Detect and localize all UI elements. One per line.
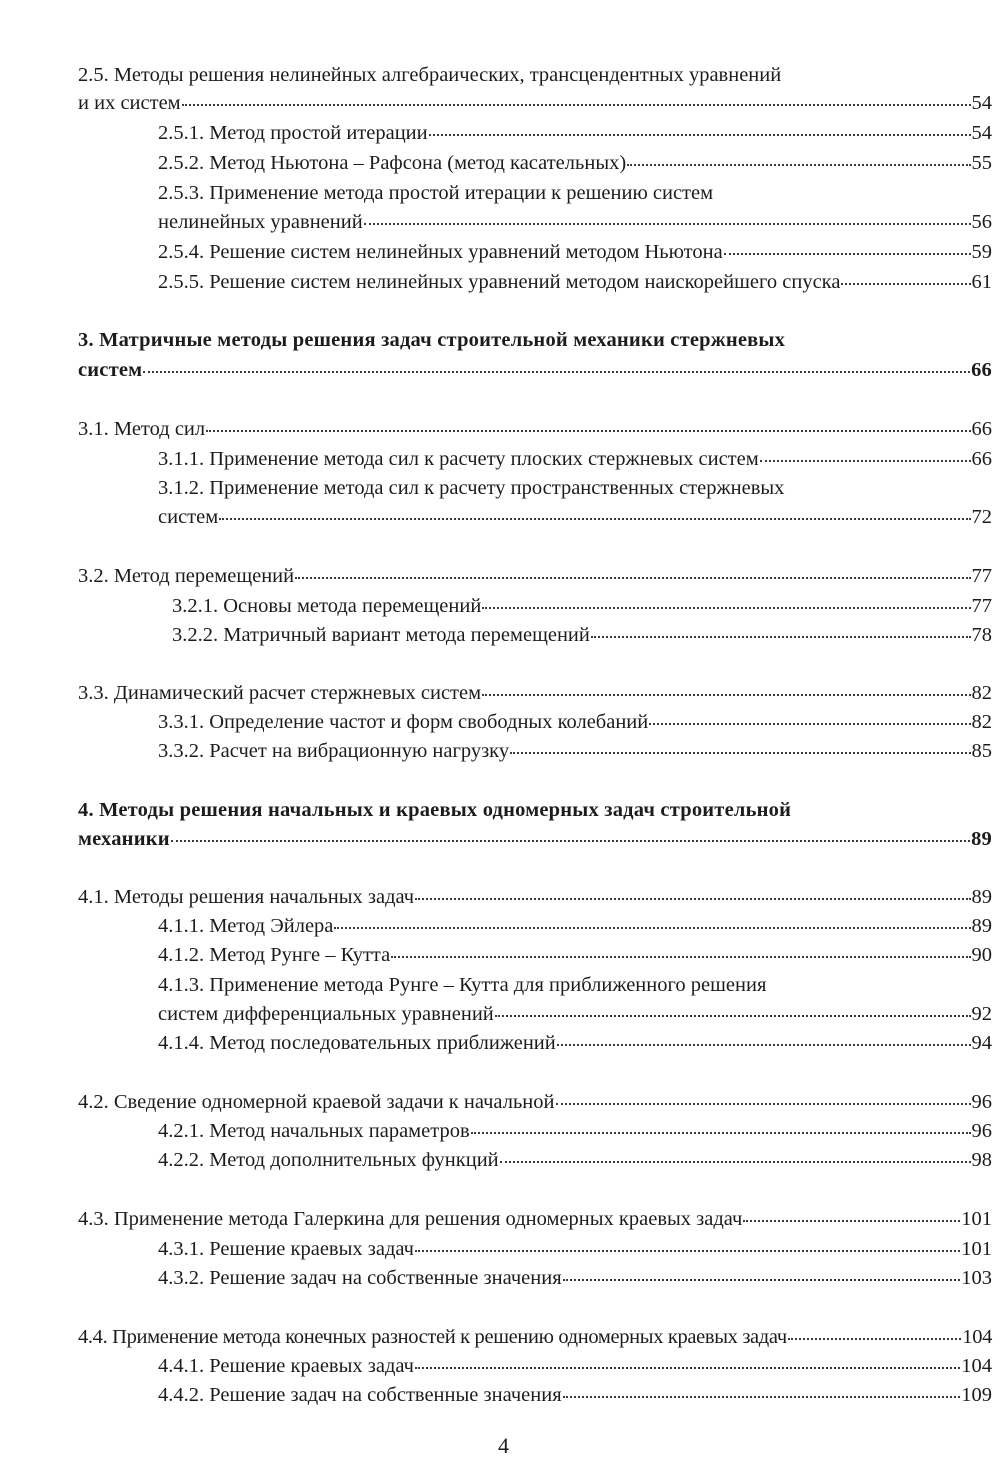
toc-page-number: 54 — [971, 92, 992, 114]
toc-page-number: 96 — [971, 1120, 992, 1142]
dot-leader — [482, 587, 970, 609]
toc-entry — [172, 618, 992, 652]
dot-leader — [143, 351, 970, 373]
toc-page-number: 104 — [962, 1326, 992, 1348]
toc-page-number: 96 — [971, 1091, 992, 1113]
toc-text: 4.1. Методы решения начальных задач — [78, 886, 415, 908]
dot-leader — [627, 144, 970, 166]
toc-text: 3.2.2. Матричный вариант метода перемещений — [172, 624, 590, 646]
dot-leader — [429, 114, 971, 136]
toc-page-number: 77 — [971, 565, 992, 587]
toc-page-number: 89 — [971, 915, 992, 937]
toc-text: 2.5.3. Применение метода простой итерации к решению систем — [158, 182, 714, 204]
toc-text: 2.5. Методы решения нелинейных алгебраических, трансцендентных уравнений — [78, 64, 782, 86]
toc-page-number: 66 — [971, 418, 992, 440]
toc-text: 3.1.2. Применение метода сил к расчету пространственных стержневых — [158, 477, 785, 499]
toc-page-number: 101 — [961, 1238, 992, 1260]
dot-leader — [557, 1024, 971, 1046]
toc-text: 3.1.1. Применение метода сил к расчету плоских стержневых систем — [158, 448, 759, 470]
toc-text: 3. Матричные методы решения задач строительной механики стержневых — [78, 329, 786, 351]
dot-leader — [649, 703, 970, 725]
dot-leader — [510, 732, 970, 754]
toc-page-number: 66 — [971, 359, 992, 381]
toc-text: 4. Методы решения начальных и краевых одномерных задач строительной — [78, 799, 792, 821]
toc-text: 4.3.1. Решение краевых задач — [158, 1238, 414, 1260]
toc-page-number: 66 — [971, 448, 992, 470]
toc-text: 3.2. Метод перемещений — [78, 565, 295, 587]
toc-page-number: 82 — [971, 682, 992, 704]
dot-leader — [415, 878, 970, 900]
toc-page-number: 89 — [971, 828, 992, 850]
toc-text: 3.2.1. Основы метода перемещений — [172, 595, 482, 617]
toc-page-number: 56 — [971, 211, 992, 233]
dot-leader — [500, 1141, 971, 1163]
dot-leader — [391, 936, 970, 958]
toc-page-number: 55 — [971, 152, 992, 174]
dot-leader — [415, 1347, 960, 1369]
dot-leader — [788, 1318, 962, 1340]
toc-text: 3.3.1. Определение частот и форм свободных колебаний — [158, 711, 649, 733]
dot-leader — [563, 1376, 961, 1398]
dot-leader — [295, 557, 970, 579]
toc-page-number: 90 — [971, 944, 992, 966]
toc-page-number: 59 — [971, 241, 992, 263]
toc-page-number: 103 — [961, 1267, 992, 1289]
toc-entry — [78, 353, 992, 387]
dot-leader — [219, 498, 970, 520]
dot-leader — [206, 410, 970, 432]
toc-entry — [158, 1026, 992, 1060]
toc-text: 3.1. Метод сил — [78, 418, 206, 440]
toc-text: нелинейных уравнений — [158, 211, 363, 233]
toc-text: 4.2. Сведение одномерной краевой задачи к начальной — [78, 1091, 555, 1113]
toc-page-number: 92 — [971, 1003, 992, 1025]
toc-page-number: 94 — [971, 1032, 992, 1054]
dot-leader — [556, 1083, 971, 1105]
dot-leader — [495, 995, 971, 1017]
dot-leader — [364, 203, 971, 225]
toc-text: и их систем — [78, 92, 181, 114]
toc-page-number: 104 — [961, 1355, 992, 1377]
toc-text: систем — [158, 506, 219, 528]
toc-text: 3.3. Динамический расчет стержневых систем — [78, 682, 482, 704]
toc-text: 4.4.2. Решение задач на собственные значения — [158, 1384, 562, 1406]
toc-entry — [78, 822, 992, 856]
toc-page-number: 78 — [971, 624, 992, 646]
toc-entry — [158, 1261, 992, 1295]
toc-text: 2.5.2. Метод Ньютона – Рафсона (метод касательных) — [158, 152, 627, 174]
toc-text: 4.1.2. Метод Рунге – Кутта — [158, 944, 391, 966]
toc-page-number: 82 — [971, 711, 992, 733]
toc-text: 2.5.4. Решение систем нелинейных уравнений методом Ньютона — [158, 241, 723, 263]
dot-leader — [171, 820, 970, 842]
toc-text: систем — [78, 359, 143, 381]
toc-text: 4.2.1. Метод начальных параметров — [158, 1120, 470, 1142]
dot-leader — [334, 907, 970, 929]
toc-entry — [158, 500, 992, 534]
dot-leader — [743, 1200, 960, 1222]
toc-page-number: 85 — [971, 740, 992, 762]
toc-text: механики — [78, 828, 170, 850]
dot-leader — [563, 1259, 961, 1281]
toc-page-number: 101 — [961, 1208, 992, 1230]
dot-leader — [415, 1230, 960, 1252]
toc-text: 4.3. Применение метода Галеркина для решения одномерных краевых задач — [78, 1208, 743, 1230]
toc-page-number: 77 — [971, 595, 992, 617]
toc-page-number: 89 — [971, 886, 992, 908]
dot-leader — [591, 616, 971, 638]
dot-leader — [471, 1112, 971, 1134]
toc-page-number: 98 — [971, 1149, 992, 1171]
toc-page-number: 109 — [961, 1384, 992, 1406]
dot-leader — [482, 674, 970, 696]
toc-page-number: 72 — [971, 506, 992, 528]
toc-text: 4.1.4. Метод последовательных приближений — [158, 1032, 556, 1054]
toc-entry — [158, 938, 992, 972]
toc-text: 4.1.3. Применение метода Рунге – Кутта для приближенного решения — [158, 974, 767, 996]
toc-entry — [158, 146, 992, 180]
toc-text: систем дифференциальных уравнений — [158, 1003, 494, 1025]
toc-entry — [158, 1143, 992, 1177]
toc-text: 4.2.2. Метод дополнительных функций — [158, 1149, 499, 1171]
toc-text: 4.4. Применение метода конечных разностей к решению одномерных краевых задач — [78, 1326, 787, 1348]
toc-text: 4.1.1. Метод Эйлера — [158, 915, 334, 937]
dot-leader — [841, 263, 970, 285]
toc-text: 4.4.1. Решение краевых задач — [158, 1355, 414, 1377]
toc-text: 2.5.5. Решение систем нелинейных уравнений методом наискорейшего спуска — [158, 271, 841, 293]
dot-leader — [760, 440, 971, 462]
toc-text: 3.3.2. Расчет на вибрационную нагрузку — [158, 740, 510, 762]
dot-leader — [724, 233, 971, 255]
toc-page-number: 61 — [971, 271, 992, 293]
page-number: 4 — [498, 1433, 509, 1458]
toc-entry — [158, 1378, 992, 1412]
dot-leader — [182, 84, 971, 106]
toc-page-number: 54 — [971, 122, 992, 144]
toc-text: 2.5.1. Метод простой итерации — [158, 122, 428, 144]
toc-text: 4.3.2. Решение задач на собственные значения — [158, 1267, 562, 1289]
toc-entry — [158, 265, 992, 299]
toc-entry — [158, 734, 992, 768]
